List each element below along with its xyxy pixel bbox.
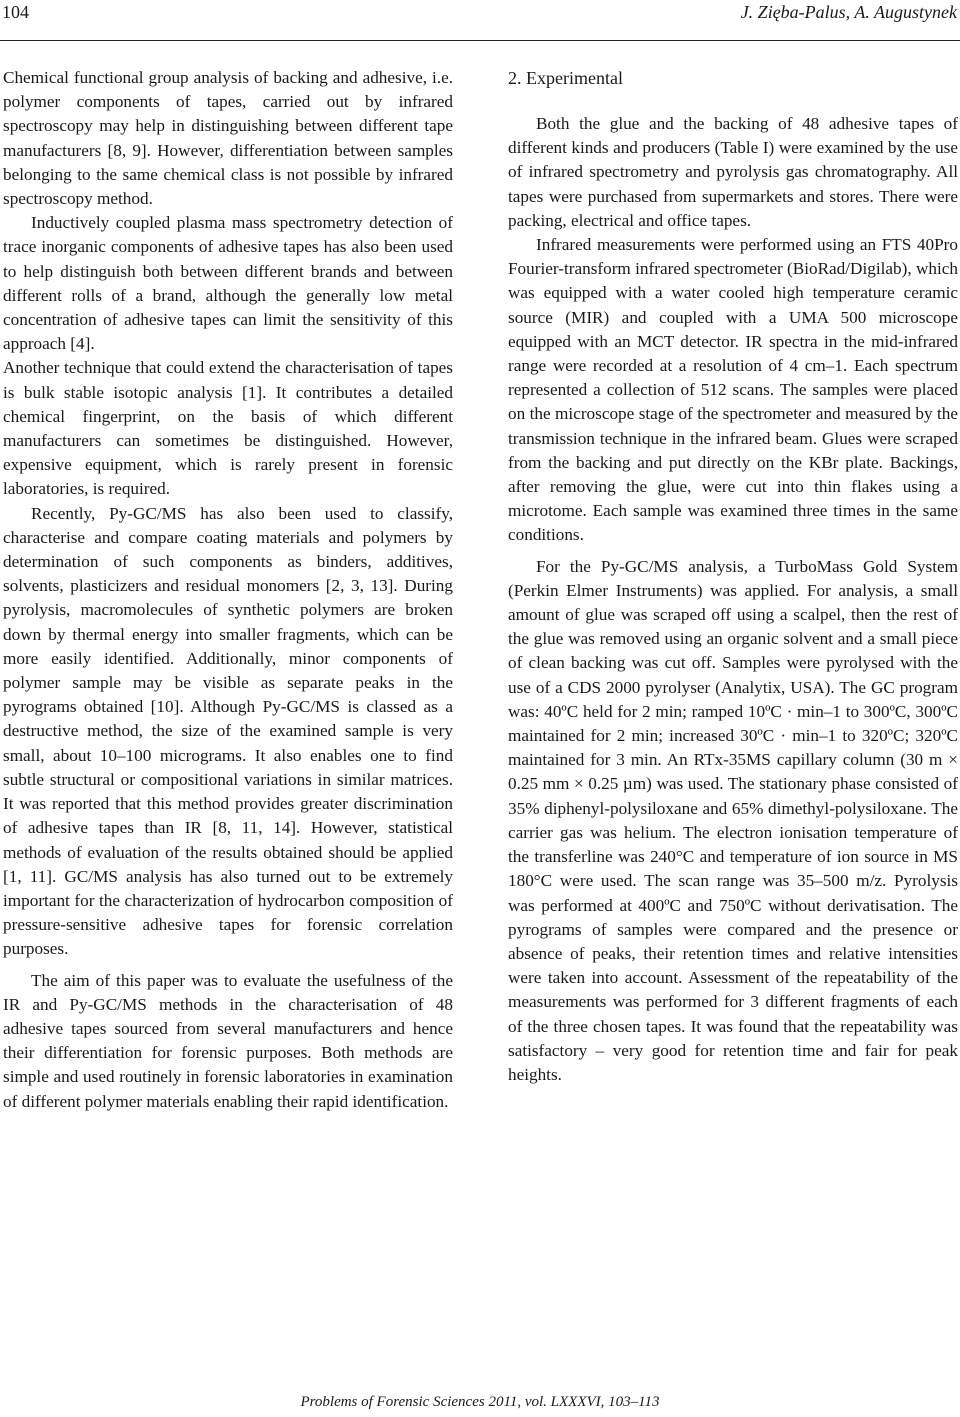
running-head-authors: J. Zięba-Palus, A. Augustynek bbox=[740, 2, 957, 22]
paragraph-pygcms-method: For the Py-GC/MS analysis, a TurboMass Gold System (Perkin Elmer Instruments) was applied. For analysis, a small amount of glue was scraped off using a scalpel, then the rest of the glue was removed using an organic solvent and a small piece of clean backing was cut off. Samples were pyrolysed with the use of a CDS 2000 pyrolyser (Analytix, USA). The GC program was: 40ºC held for 2 min; ramped 10ºC · min–1 to 300ºC, 300ºC maintained for 2 min; increased 30ºC · min–1 to 320ºC; 320ºC maintained for 3 min. An RTx-35MS capillary column (30 m × 0.25 mm × 0.25 µm) was used. The stationary phase consisted of 35% diphenyl-polysiloxane and 65% dimethyl-polysiloxane. The carrier gas was helium. The electron ionisation temperature of the transferline was 240°C and temperature of ion source in MS 180°C were used. The scan range was 35–500 m/z. Pyrolysis was performed at 400ºC and 750ºC without derivatisation. The pyrograms of samples were compared and the presence or absence of peaks, their retention times and relative intensities were taken into account. Assessment of the repeatability of the measurements was performed for 3 different fragments of each of the three chosen tapes. It was found that the repeatability was satisfactory – very good for retention time and fair for peak heights. bbox=[508, 556, 958, 1084]
paragraph-icp-ms: Inductively coupled plasma mass spectrometry detection of trace inorganic components of adhesive tapes has also been used to help distinguish both between different brands and between different rolls of a brand, although the generally low metal concentration of adhesive tapes can limit the sensitivity of this approach [4]. bbox=[3, 213, 453, 354]
paragraph-py-gc-ms: Recently, Py-GC/MS has also been used to classify, characterise and compare coating materials and polymers by determination of such components as binders, additives, solvents, plasticizers and residual monomers [2, 3, 13]. During pyrolysis, macromolecules of synthetic polymers are broken down by thermal energy into smaller fragments, which can be more easily identified. Additionally, minor components of polymer sample may be visible as separate peaks in the pyrograms obtained [10]. Although Py-GC/MS is classed as a destructive method, the size of the examined sample is very small, about 10–100 micrograms. It also enables one to find subtle structural or compositional variations in similar matrices. It was reported that this method provides greater discrimination of adhesive tapes than IR [8, 11, 14]. However, statistical methods of evaluation of the results obtained should be applied [1, 11]. GC/MS analysis has also turned out to be extremely important for the characterization of hydrocarbon composition of pressure-sensitive adhesive tapes for forensic correlation purposes. bbox=[3, 503, 453, 959]
section-title-experimental: 2. Experimental bbox=[508, 68, 623, 88]
page-header bbox=[0, 0, 960, 41]
paragraph-infrared: Infrared measurements were performed using an FTS 40Pro Fourier-transform infrared spectrometer (BioRad/Digilab), which was equipped with a water cooled high temperature ceramic source (MIR) and coupled with a UMA 500 microscope equipped with an MCT detector. IR spectra in the mid-infrared range were recorded at a resolution of 4 cm–1. Each spectrum represented a collection of 512 scans. The samples were placed on the microscope stage of the spectrometer and measured by the transmission technique in the infrared beam. Glues were scraped from the backing and put directly on the KBr plate. Backings, after removing the glue, were cut into thin flakes using a microtome. Each sample was examined three times in the same conditions. bbox=[508, 235, 958, 545]
page-footer bbox=[0, 1394, 960, 1411]
paragraph-samples: Both the glue and the backing of 48 adhesive tapes of different kinds and producers (Table I) were examined by the use of infrared spectrometry and pyrolysis gas chromatography. All tapes were purchased from supermarkets and stores. There were packing, electrical and office tapes. bbox=[508, 114, 958, 230]
right-column bbox=[508, 66, 958, 1087]
left-column bbox=[3, 66, 453, 1114]
paragraph-isotopic: Another technique that could extend the characterisation of tapes is bulk stable isotopic analysis [1]. It contributes a detailed chemical fingerprint, on the basis of which different manufacturers can sometimes be distinguished. However, expensive equipment, which is rarely present in forensic laboratories, is required. bbox=[3, 358, 453, 499]
page-number: 104 bbox=[2, 2, 29, 22]
paragraph-intro-ir: Chemical functional group analysis of backing and adhesive, i.e. polymer components of tapes, carried out by infrared spectroscopy may help in distinguishing between different tape manufacturers [8, 9]. However, differentiation between samples belonging to the same chemical class is not possible by infrared spectroscopy method. bbox=[3, 68, 453, 209]
paragraph-aim: The aim of this paper was to evaluate the usefulness of the IR and Py-GC/MS methods in the characterisation of 48 adhesive tapes sourced from several manufacturers and hence their differentiation for forensic purposes. Both methods are simple and used routinely in forensic laboratories in examination of different polymer materials enabling their rapid identification. bbox=[3, 970, 453, 1111]
journal-citation: Problems of Forensic Sciences 2011, vol. LXXXVI, 103–113 bbox=[300, 1394, 660, 1410]
